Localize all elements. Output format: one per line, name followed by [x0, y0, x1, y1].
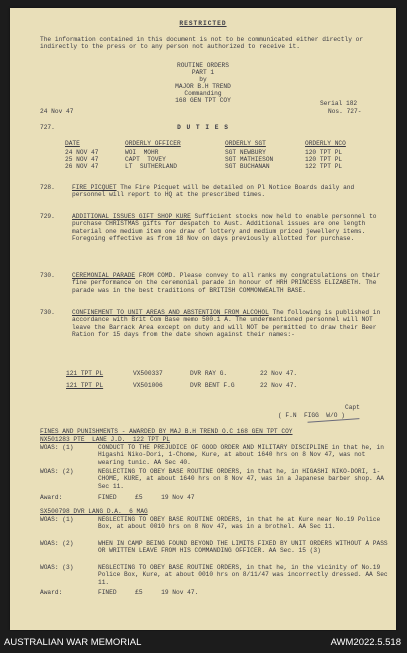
order-730a — [72, 272, 390, 294]
order-729-heading: ADDITIONAL ISSUES GIFT SHOP KURE — [72, 213, 191, 220]
duties-row-1-date: 24 NOV 47 — [65, 149, 99, 156]
case-2-charge-2-text: WHEN IN CAMP BEING FOUND BEYOND THE LIMITS FIXED BY UNIT ORDERS WITHOUT A PASS OR WRITTEN LEAVE FROM HIS COMMANDING OFFICER. AA Sec. 15 (3) — [98, 540, 388, 555]
confinement-row-2-unit: 121 TPT PL — [66, 382, 104, 389]
confinement-row-2-date: 22 Nov 47. — [260, 382, 298, 389]
fines-heading: FINES AND PUNISHMENTS - AWARDED BY MAJ B.H TREND O.C 168 GEN TPT COY — [40, 428, 293, 435]
case-1-award-label: Award: — [40, 494, 63, 501]
order-730b-number: 730. — [40, 309, 55, 316]
order-730b — [72, 309, 390, 339]
duties-row-3-sgt: SGT BUCHANAN — [225, 163, 270, 170]
order-729-text: Sufficient stocks now held to enable personnel to purchase CHRISTMAS gifts for despatch to Aust. Additional issues are one length material one medium item one draw of lottery and medium priced jewellery items. Foregoing effective as from 18 Nov on days previously allotted for purchase. — [72, 213, 377, 243]
confinement-row-1-number: VX500337 — [133, 370, 163, 377]
duties-row-1-officer: WOI MOHR — [125, 149, 159, 156]
order-730a-heading: CEREMONIAL PARADE — [72, 272, 136, 279]
order-729 — [72, 213, 390, 243]
duties-row-2-date: 25 NOV 47 — [65, 156, 99, 163]
case-1-heading: NX501283 PTE LANE J.D. 122 TPT PL — [40, 436, 170, 443]
duties-row-3-nco: 122 TPT PL — [305, 163, 343, 170]
archive-footer — [0, 631, 407, 653]
duties-row-2-nco: 120 TPT PL — [305, 156, 343, 163]
duties-heading: D U T I E S — [177, 124, 229, 131]
case-1-charge-2-label: WOAS: (2) — [40, 468, 74, 475]
case-1-charge-2-text: NEGLECTING TO OBEY BASE ROUTINE ORDERS, in that he, in HIGASHI NIKO-DORI, 1-CHOME, KURE, at about 1640 hrs on 8 Nov 47, was in a Japanese barber shop. AA Sec 11. — [98, 468, 384, 490]
archive-name: AUSTRALIAN WAR MEMORIAL — [4, 637, 142, 648]
order-730a-number: 730. — [40, 272, 55, 279]
title-line-5: Commanding — [184, 90, 222, 97]
case-1-charge-1-text: CONDUCT TO THE PREJUDICE OF GOOD ORDER AND MILITARY DISCIPLINE in that he, in Higashi Niko-Dori, 1-Chome, Kure, at about 1640 hrs on 8 Nov 47, was not wearing tunic. AA Sec 40. — [98, 444, 384, 466]
signature-rank: Capt — [345, 404, 360, 411]
case-2-charge-1-label: WOAS: (1) — [40, 516, 74, 523]
title-line-4: MAJOR B.H TREND — [175, 83, 231, 90]
case-1-award: FINED £5 19 Nov 47 — [98, 494, 195, 501]
confinement-row-1-unit: 121 TPT PL — [66, 370, 104, 377]
title-line-6: 168 GEN TPT COY — [175, 97, 231, 104]
title-line-3: by — [199, 76, 207, 83]
duties-row-1-sgt: SGT NEWBURY — [225, 149, 266, 156]
case-2-charge-3-label: WOAS: (3) — [40, 564, 74, 571]
archive-reference: AWM2022.5.518 — [330, 637, 401, 648]
duties-row-2-sgt: SGT MATHIESON — [225, 156, 274, 163]
case-2-charge-3-text: NEGLECTING TO OBEY BASE ROUTINE ORDERS, in that he, in the vicinity of No.19 Police Box, Kure, at about 0010 hrs on 8/11/47 was incorrectly dressed. AA Sec 11. — [98, 564, 388, 586]
case-2-heading: SX500798 DVR LANG D.A. 6 MAG — [40, 508, 148, 515]
duties-col-date: DATE — [65, 140, 80, 147]
title-line-1: ROUTINE ORDERS — [177, 62, 229, 69]
duties-row-3-officer: LT SUTHERLAND — [125, 163, 177, 170]
confinement-row-2-number: VX501006 — [133, 382, 163, 389]
confinement-row-2-name: DVR BENT F.G — [190, 382, 235, 389]
signature-line: ( F.N FIGG W/O ) — [278, 412, 345, 419]
confinement-row-1-date: 22 Nov 47. — [260, 370, 298, 377]
duties-row-2-officer: CAPT TOVEY — [125, 156, 166, 163]
confinement-row-1-name: DVR RAY G. — [190, 370, 228, 377]
document-date: 24 Nov 47 — [40, 108, 74, 115]
document-page — [10, 8, 396, 630]
duties-row-1-nco: 120 TPT PL — [305, 149, 343, 156]
order-728-text: The Fire Picquet will be detailed on Pl Notice Boards daily and personnel will report to HQ at the prescribed times. — [72, 184, 355, 199]
order-numbers: Nos. 727- — [328, 108, 362, 115]
duties-col-officer: ORDERLY OFFICER — [125, 140, 181, 147]
duties-col-nco: ORDERLY NCO — [305, 140, 346, 147]
case-1-charge-1-label: WOAS: (1) — [40, 444, 74, 451]
order-730a-text: FROM COMD. Please convey to all ranks my congratulations on their fine performance on the ceremonial parade in honour of HRH PRINCESS ELIZABETH. The parade was in the best traditions of BRITISH COMMONWEALTH BASE. — [72, 272, 381, 294]
case-2-charge-1-text: NEGLECTING TO OBEY BASE ROUTINE ORDERS, in that he at Kure near No.19 Police Box, at about 0010 hrs on 8 Nov 47, was in a brothel. AA Sec 11. — [98, 516, 381, 531]
order-728 — [72, 184, 390, 199]
order-730b-heading: CONFINEMENT TO UNIT AREAS AND ABSTENTION FROM ALCOHOL — [72, 309, 269, 316]
duties-col-sgt: ORDERLY SGT — [225, 140, 266, 147]
case-2-award-label: Award: — [40, 589, 63, 596]
duties-number: 727. — [40, 124, 55, 131]
case-2-charge-2-label: WOAS: (2) — [40, 540, 74, 547]
title-line-2: PART 1 — [191, 69, 215, 76]
confidentiality-notice: The information contained in this document is not to be communicated either directly or indirectly to the press or to any person not authorized to receive it. — [40, 36, 364, 51]
case-2-award: FINED £5 19 Nov 47. — [98, 589, 199, 596]
order-729-number: 729. — [40, 213, 55, 220]
order-730b-text: The following is published in accordance with Brit Com Base memo 500.1 A. The undermentioned personnel will NOT leave the Barrack Area except on duty and will NOT be permitted to draw their Beer Ration for 15 days from the date shown against their names:- — [72, 309, 381, 339]
order-728-number: 728. — [40, 184, 55, 191]
duties-row-3-date: 26 NOV 47 — [65, 163, 99, 170]
serial-number: Serial 182 — [320, 100, 358, 107]
order-728-heading: FIRE PICQUET — [72, 184, 117, 191]
classification-heading: RESTRICTED — [179, 20, 227, 27]
